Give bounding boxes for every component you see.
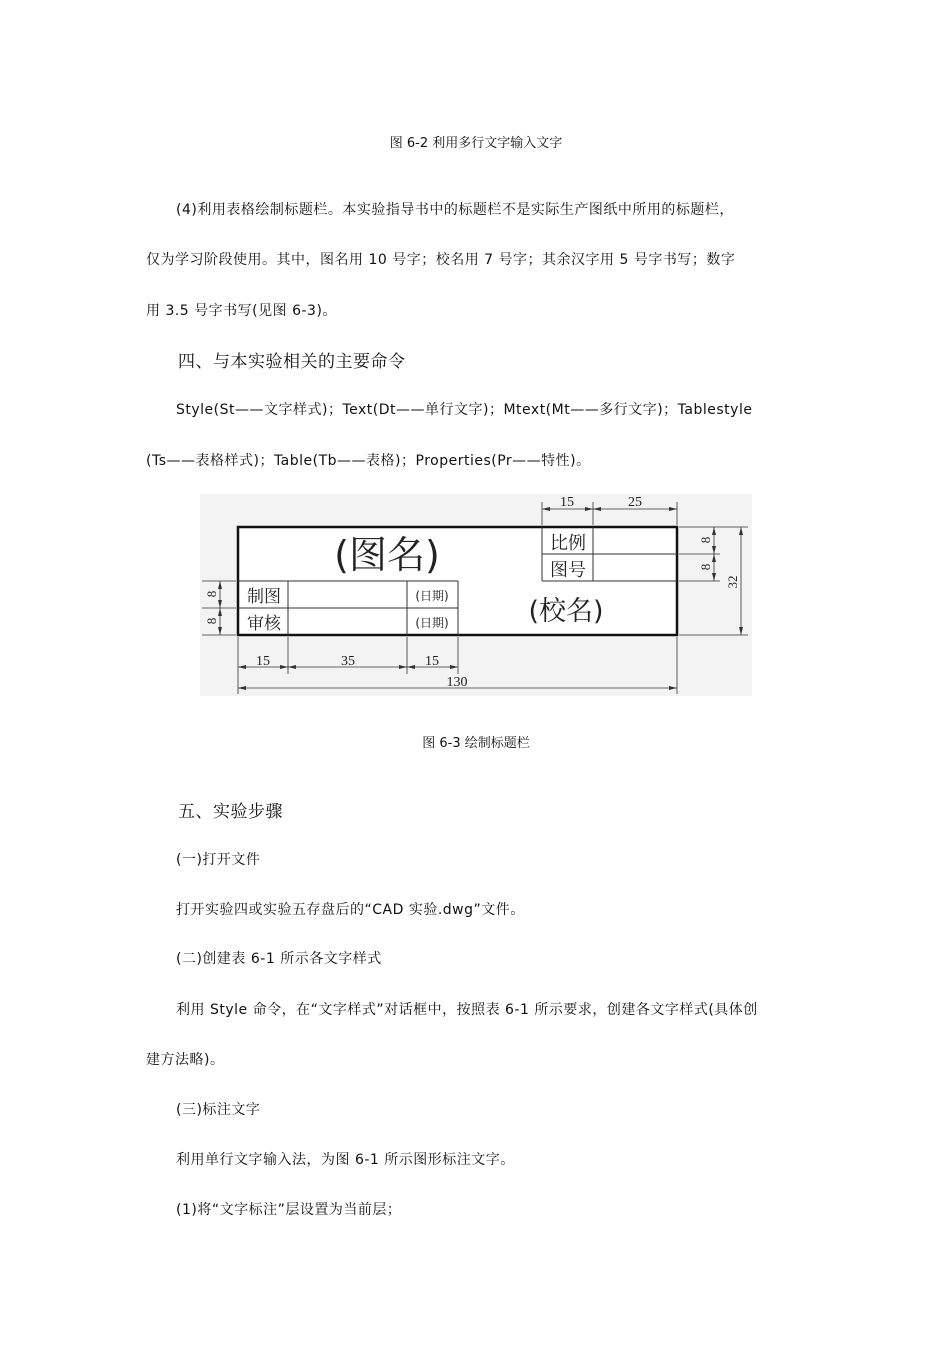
figure-6-3-caption: 图 6-3 绘制标题栏 (422, 736, 530, 751)
dim-top-25: 25 (628, 495, 642, 510)
section-4-heading: 四、与本实验相关的主要命令 (178, 352, 406, 372)
step-2-text-line-2: 建方法略)。 (146, 1052, 225, 1068)
dim-right-8a: 8 (698, 536, 713, 544)
dim-bottom-15b: 15 (425, 654, 439, 669)
step-3-title: (三)标注文字 (176, 1102, 261, 1118)
step-2-title: (二)创建表 6-1 所示各文字样式 (176, 951, 382, 967)
commands-line-1: Style(St——文字样式)；Text(Dt——单行文字)；Mtext(Mt——多行文字)；Tablestyle (176, 402, 753, 418)
dim-right-8b: 8 (698, 563, 713, 571)
dim-total-130: 130 (446, 675, 468, 690)
drawing-no-label: 图号 (550, 560, 586, 581)
paragraph-4-line-1: (4)利用表格绘制标题栏。本实验指导书中的标题栏不是实际生产图纸中所用的标题栏， (176, 202, 734, 218)
checked-by-label: 审核 (247, 614, 281, 634)
dim-bottom-35: 35 (341, 654, 355, 669)
paragraph-4-line-2: 仅为学习阶段使用。其中，图名用 10 号字；校名用 7 号字；其余汉字用 5 号字书写；数字 (146, 252, 736, 268)
commands-line-2: (Ts——表格样式)；Table(Tb——表格)；Properties(Pr——特性)。 (146, 453, 591, 469)
dim-bottom-15a: 15 (256, 654, 270, 669)
dim-left-8a: 8 (204, 590, 219, 598)
figure-6-2-caption: 图 6-2 利用多行文字输入文字 (389, 136, 563, 151)
dim-right-32: 32 (725, 575, 740, 589)
drawn-by-label: 制图 (247, 587, 281, 607)
step-1-text: 打开实验四或实验五存盘后的“CAD 实验.dwg”文件。 (176, 902, 525, 918)
step-3-item-1: (1)将“文字标注”层设置为当前层； (176, 1202, 402, 1218)
drawing-name-text: (图名) (334, 533, 440, 577)
step-2-text-line-1: 利用 Style 命令，在“文字样式”对话框中，按照表 6-1 所示要求，创建各文字样式(具体创 (176, 1002, 758, 1018)
step-3-text: 利用单行文字输入法，为图 6-1 所示图形标注文字。 (176, 1152, 515, 1168)
title-block-figure (200, 494, 752, 696)
school-name-text: (校名) (528, 596, 604, 627)
dim-left-8b: 8 (204, 617, 219, 625)
date-2-label: (日期) (415, 616, 449, 630)
date-1-label: (日期) (415, 589, 449, 603)
dim-top-15: 15 (560, 495, 574, 510)
paragraph-4-line-3: 用 3.5 号字书写(见图 6-3)。 (146, 303, 337, 319)
scale-label: 比例 (550, 533, 586, 554)
section-5-heading: 五、实验步骤 (178, 802, 283, 822)
step-1-title: (一)打开文件 (176, 852, 261, 868)
